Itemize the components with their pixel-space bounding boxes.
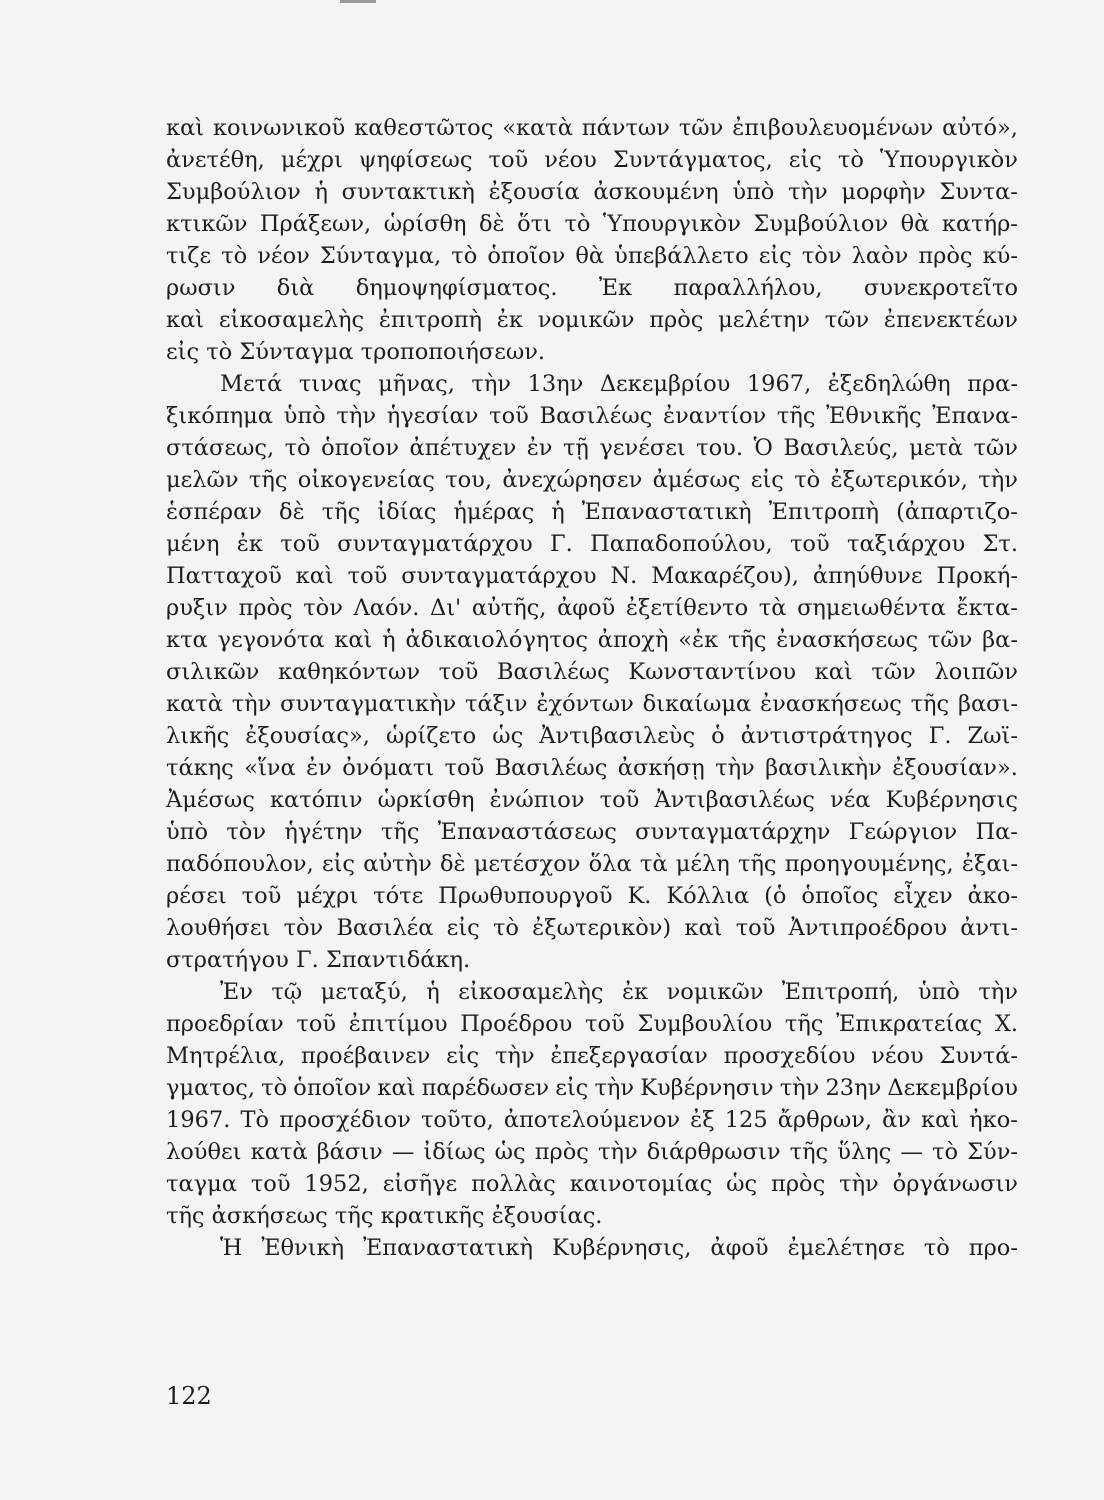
text-line: τιζε τὸ νέον Σύνταγμα, τὸ ὁποῖον θὰ ὑπεβάλλετο εἰς τὸν λαὸν πρὸς κύ- (166, 243, 1018, 269)
text-line: ρέσει τοῦ μέχρι τότε Πρωθυπουργοῦ Κ. Κόλλια (ὁ ὁποῖος εἶχεν ἀκο- (166, 883, 1018, 909)
page-number: 122 (166, 1382, 212, 1410)
text-line: 1967. Τὸ προσχέδιον τοῦτο, ἀποτελούμενον ἐξ 125 ἄρθρων, ἂν καὶ ἠκο- (166, 1107, 1018, 1133)
body-text (166, 112, 1018, 1264)
text-line: Ἀμέσως κατόπιν ὡρκίσθη ἐνώπιον τοῦ Ἀντιβασιλέως νέα Κυβέρνησις (166, 787, 1018, 813)
text-line: τῆς ἀσκήσεως τῆς κρατικῆς ἐξουσίας. (166, 1203, 603, 1229)
text-line: κατὰ τὴν συνταγματικὴν τάξιν ἐχόντων δικαίωμα ἐνασκήσεως τῆς βασι- (166, 691, 1018, 717)
text-line: ρυξιν πρὸς τὸν Λαόν. Δι' αὐτῆς, ἀφοῦ ἐξετίθεντο τὰ σημειωθέντα ἔκτα- (166, 595, 1018, 621)
text-line: προεδρίαν τοῦ ἐπιτίμου Προέδρου τοῦ Συμβουλίου τῆς Ἐπικρατείας Χ. (166, 1011, 1018, 1037)
text-line: Ἐν τῷ μεταξύ, ἡ εἰκοσαμελὴς ἐκ νομικῶν Ἐπιτροπή, ὑπὸ τὴν (220, 979, 1018, 1005)
text-line: γματος, τὸ ὁποῖον καὶ παρέδωσεν εἰς τὴν Κυβέρνησιν τὴν 23ην Δεκεμβρίου (166, 1075, 1018, 1101)
text-line: ταγμα τοῦ 1952, εἰσῆγε πολλὰς καινοτομίας ὡς πρὸς τὴν ὀργάνωσιν (166, 1171, 1018, 1197)
text-line: ὑπὸ τὸν ἡγέτην τῆς Ἐπαναστάσεως συνταγματάρχην Γεώργιον Πα- (166, 819, 1018, 845)
text-line: λούθει κατὰ βάσιν — ἰδίως ὡς πρὸς τὴν διάρθρωσιν τῆς ὕλης — τὸ Σύν- (166, 1139, 1018, 1165)
text-line: τάκης «ἵνα ἐν ὀνόματι τοῦ Βασιλέως ἀσκήσῃ τὴν βασιλικὴν ἐξουσίαν». (166, 755, 1018, 781)
text-line: παδόπουλον, εἰς αὐτὴν δὲ μετέσχον ὅλα τὰ μέλη τῆς προηγουμένης, ἐξαι- (166, 851, 1018, 877)
text-line: στρατήγου Γ. Σπαντιδάκη. (166, 947, 471, 973)
text-line: λουθήσει τὸν Βασιλέα εἰς τὸ ἐξωτερικὸν) καὶ τοῦ Ἀντιπροέδρου ἀντι- (166, 915, 1018, 941)
text-line: καὶ εἰκοσαμελὴς ἐπιτροπὴ ἐκ νομικῶν πρὸς μελέτην τῶν ἐπενεκτέων (166, 307, 1018, 333)
text-line: κτα γεγονότα καὶ ἡ ἀδικαιολόγητος ἀποχὴ «ἐκ τῆς ἐνασκήσεως τῶν βα- (166, 627, 1018, 653)
text-line: σιλικῶν καθηκόντων τοῦ Βασιλέως Κωνσταντίνου καὶ τῶν λοιπῶν (166, 659, 1018, 685)
text-line: Ἡ Ἐθνικὴ Ἐπαναστατικὴ Κυβέρνησις, ἀφοῦ ἐμελέτησε τὸ προ- (220, 1235, 1018, 1261)
text-line: Συμβούλιον ἡ συντακτικὴ ἐξουσία ἀσκουμένη ὑπὸ τὴν μορφὴν Συντα- (166, 179, 1018, 205)
text-line: μελῶν τῆς οἰκογενείας του, ἀνεχώρησεν ἀμέσως εἰς τὸ ἐξωτερικόν, τὴν (166, 467, 1018, 493)
text-line: κτικῶν Πράξεων, ὡρίσθη δὲ ὅτι τὸ Ὑπουργικὸν Συμβούλιον θὰ κατήρ- (166, 211, 1018, 237)
text-line: ξικόπημα ὑπὸ τὴν ἡγεσίαν τοῦ Βασιλέως ἐναντίον τῆς Ἐθνικῆς Ἐπανα- (166, 403, 1018, 429)
scan-edge-mark (340, 0, 376, 3)
text-line: ἀνετέθη, μέχρι ψηφίσεως τοῦ νέου Συντάγματος, εἰς τὸ Ὑπουργικὸν (166, 147, 1018, 173)
text-line: μένη ἐκ τοῦ συνταγματάρχου Γ. Παπαδοπούλου, τοῦ ταξιάρχου Στ. (166, 531, 1018, 557)
text-line: ρωσιν διὰ δημοψηφίσματος. Ἐκ παραλλήλου, συνεκροτεῖτο (166, 275, 1018, 301)
text-line: ἑσπέραν δὲ τῆς ἰδίας ἡμέρας ἡ Ἐπαναστατικὴ Ἐπιτροπὴ (ἀπαρτιζο- (166, 499, 1018, 525)
text-line: καὶ κοινωνικοῦ καθεστῶτος «κατὰ πάντων τῶν ἐπιβουλευομένων αὐτό», (166, 115, 1018, 141)
text-line: Πατταχοῦ καὶ τοῦ συνταγματάρχου Ν. Μακαρέζου), ἀπηύθυνε Προκή- (166, 563, 1018, 589)
text-line: Μητρέλια, προέβαινεν εἰς τὴν ἐπεξεργασίαν προσχεδίου νέου Συντά- (166, 1043, 1018, 1069)
text-line: Μετά τινας μῆνας, τὴν 13ην Δεκεμβρίου 1967, ἐξεδηλώθη πρα- (220, 371, 1018, 397)
text-line: εἰς τὸ Σύνταγμα τροποποιήσεων. (166, 339, 546, 365)
text-line: στάσεως, τὸ ὁποῖον ἀπέτυχεν ἐν τῇ γενέσει του. Ὁ Βασιλεύς, μετὰ τῶν (166, 435, 1018, 461)
text-line: λικῆς ἐξουσίας», ὡρίζετο ὡς Ἀντιβασιλεὺς ὁ ἀντιστράτηγος Γ. Ζωϊ- (166, 723, 1018, 749)
